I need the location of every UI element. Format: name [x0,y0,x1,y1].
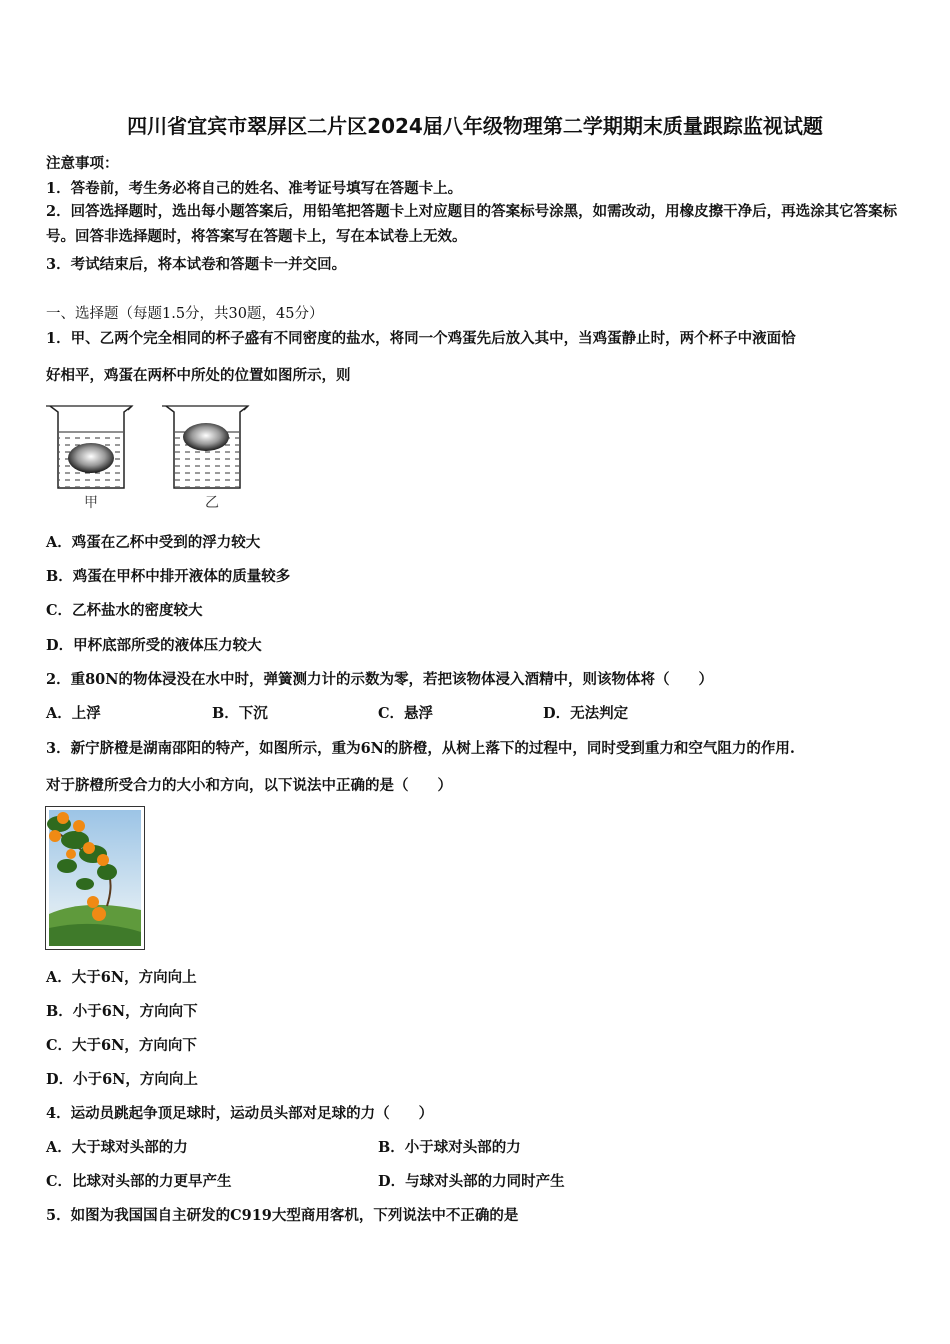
q3-option-a: A．大于6N，方向向上 [46,969,197,986]
q1-option-d: D．甲杯底部所受的液体压力较大 [46,637,262,654]
q4-option-b: B．小于球对头部的力 [378,1139,521,1156]
label-yi: 乙 [205,495,219,511]
notice-item-3: 3．考试结束后，将本试卷和答题卡一并交回。 [46,256,347,273]
q1-stem-line1: 1．甲、乙两个完全相同的杯子盛有不同密度的盐水，将同一个鸡蛋先后放入其中，当鸡蛋静止时，两个杯子中液面恰 [46,330,796,347]
q3-option-b: B．小于6N，方向向下 [46,1003,198,1020]
q3-stem-line2: 对于脐橙所受合力的大小和方向，以下说法中正确的是（ ） [46,777,452,794]
label-jia: 甲 [84,495,98,511]
notice-heading: 注意事项： [46,155,119,172]
section-heading: 一、选择题（每题1.5分，共30题，45分） [46,306,324,322]
q2-option-d: D．无法判定 [543,705,629,722]
q3-option-d: D．小于6N，方向向上 [46,1071,198,1088]
q3-option-c: C．大于6N，方向向下 [46,1037,197,1054]
q4-option-a: A．大于球对头部的力 [46,1139,188,1156]
q1-stem-line2: 好相平，鸡蛋在两杯中所处的位置如图所示，则 [46,367,351,384]
q1-option-b: B．鸡蛋在甲杯中排开液体的质量较多 [46,568,291,585]
q5-stem: 5．如图为我国国自主研发的C919大型商用客机，下列说法中不正确的是 [46,1207,519,1224]
q3-stem-line1: 3．新宁脐橙是湖南邵阳的特产，如图所示，重为6N的脐橙，从树上落下的过程中，同时受到重力和空气阻力的作用. [46,740,795,757]
exam-title: 四川省宜宾市翠屏区二片区2024届八年级物理第二学期期末质量跟踪监视试题 [127,114,823,138]
notice-item-1: 1．答卷前，考生务必将自己的姓名、准考证号填写在答题卡上。 [46,180,463,197]
q4-option-c: C．比球对头部的力更早产生 [46,1173,232,1190]
notice-item-2: 2．回答选择题时，选出每小题答案后，用铅笔把答题卡上对应题目的答案标号涂黑，如需改动，用橡皮擦干净后，再选涂其它答案标号。回答非选择题时，将答案写在答题卡上，写在本试卷上无效。 [46,203,898,245]
q2-option-a: A．上浮 [46,705,101,722]
q2-stem: 2．重80N的物体浸没在水中时，弹簧测力计的示数为零，若把该物体浸入酒精中，则该物体将（ ） [46,671,714,688]
beaker-yi [162,406,248,488]
q1-option-a: A．鸡蛋在乙杯中受到的浮力较大 [46,534,261,551]
orange-tree-photo [45,806,145,950]
q4-stem: 4．运动员跳起争顶足球时，运动员头部对足球的力（ ） [46,1105,434,1122]
q4-option-d: D．与球对头部的力同时产生 [378,1173,565,1190]
q2-option-b: B．下沉 [212,705,268,722]
q2-option-c: C．悬浮 [378,705,434,722]
q1-option-c: C．乙杯盐水的密度较大 [46,602,203,619]
beakers-figure [44,400,259,515]
beaker-jia [46,406,132,488]
